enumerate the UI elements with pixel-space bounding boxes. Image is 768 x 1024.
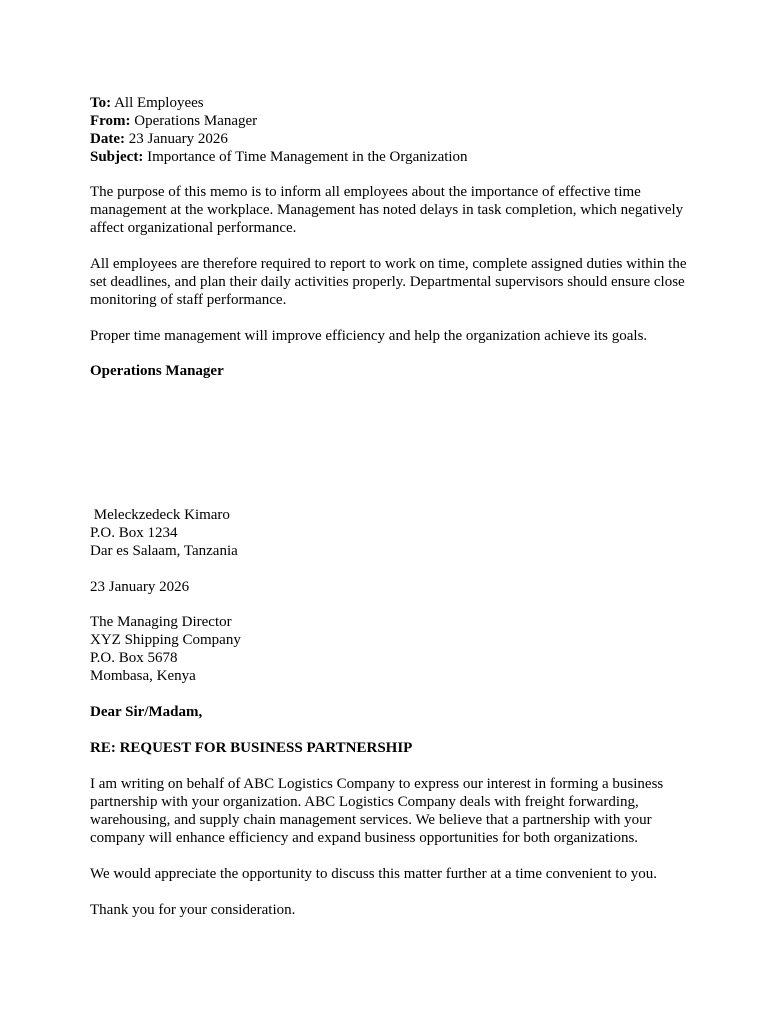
- letter-paragraph: I am writing on behalf of ABC Logistics Company to express our interest in forming a business partnership with your organization. ABC Logistics Company deals with freight forwarding, warehousing, and supply chain management services. We believe that a partnership with your company will enhance efficiency and expand business opportunities for both organizations.: [90, 776, 664, 846]
- memo-signature: [90, 362, 690, 380]
- memo-signature-text: Operations Manager: [90, 363, 224, 379]
- letter-reference: [90, 739, 690, 757]
- memo-subject-label: Subject:: [90, 149, 144, 165]
- letter-salutation: [90, 703, 690, 721]
- memo-date-line: [90, 130, 690, 148]
- memo-date-label: Date:: [90, 131, 125, 147]
- memo-from-label: From:: [90, 113, 131, 129]
- memo-to-value: All Employees: [114, 95, 204, 111]
- sender-box: P.O. Box 1234: [90, 525, 178, 541]
- recipient-title: The Managing Director: [90, 614, 232, 630]
- memo-paragraph: Proper time management will improve efficiency and help the organization achieve its goals.: [90, 328, 648, 344]
- recipient-city: Mombasa, Kenya: [90, 668, 196, 684]
- recipient-box: P.O. Box 5678: [90, 650, 178, 666]
- memo-from-value: Operations Manager: [134, 113, 258, 129]
- reference-text: RE: REQUEST FOR BUSINESS PARTNERSHIP: [90, 740, 413, 756]
- memo-date-value: 23 January 2026: [128, 131, 228, 147]
- letter-closing: Thank you for your consideration.: [90, 902, 296, 918]
- memo-from-line: [90, 112, 690, 130]
- sender-name: Meleckzedeck Kimaro: [90, 507, 230, 523]
- letter-date: 23 January 2026: [90, 579, 190, 595]
- memo-subject-value: Importance of Time Management in the Organization: [147, 149, 468, 165]
- memo-paragraph: All employees are therefore required to report to work on time, complete assigned duties within the set deadlines, and plan their daily activities properly. Departmental supervisors should ensure close monitoring of staff performance.: [90, 256, 687, 308]
- sender-city: Dar es Salaam, Tanzania: [90, 543, 238, 559]
- memo-to-label: To:: [90, 95, 112, 111]
- recipient-address: [90, 613, 690, 685]
- memo-to-line: [90, 94, 690, 112]
- recipient-company: XYZ Shipping Company: [90, 632, 241, 648]
- memo-header: [90, 94, 690, 166]
- memo-paragraph: The purpose of this memo is to inform all employees about the importance of effective time management at the workplace. Management has noted delays in task completion, which negatively affect organizational performance.: [90, 184, 684, 236]
- letter-paragraph: We would appreciate the opportunity to discuss this matter further at a time convenient to you.: [90, 866, 657, 882]
- sender-address: [90, 506, 690, 560]
- salutation-text: Dear Sir/Madam,: [90, 704, 203, 720]
- memo-subject-line: [90, 148, 690, 166]
